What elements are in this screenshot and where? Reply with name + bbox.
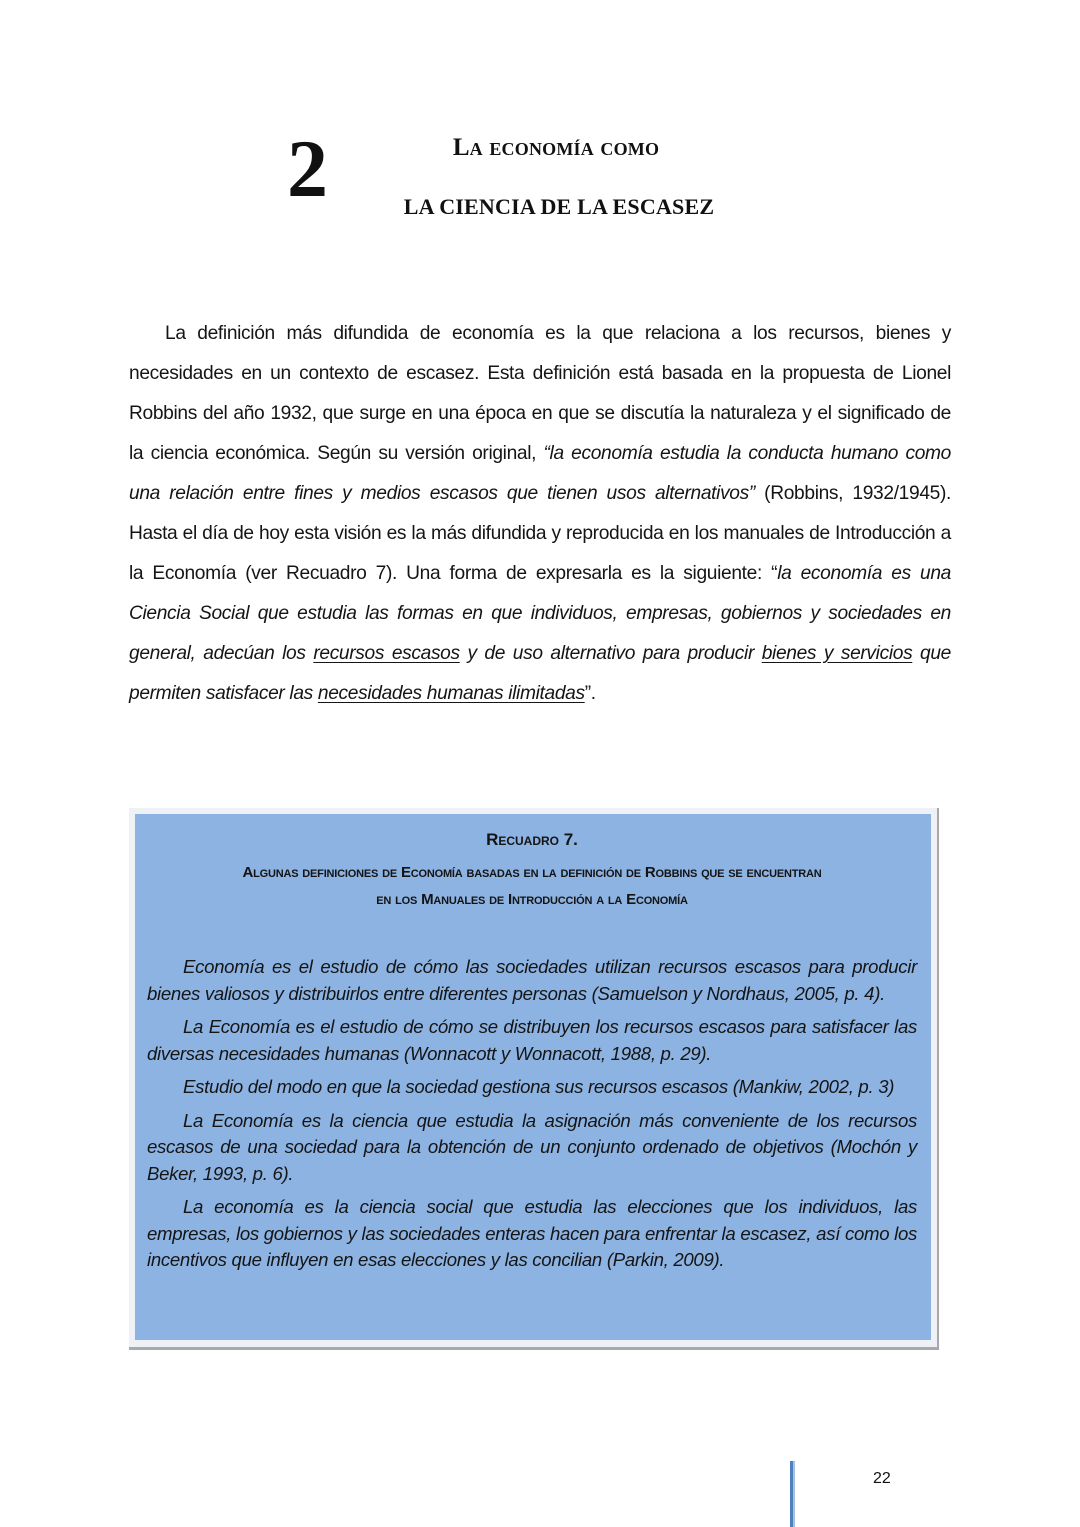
recuadro-title: Recuadro 7. bbox=[486, 830, 578, 849]
recuadro-quotes bbox=[147, 954, 917, 1274]
body-paragraph bbox=[129, 314, 951, 714]
chapter-title-line-1: La economía como bbox=[452, 134, 660, 161]
underlined-term-recursos-escasos: recursos escasos bbox=[313, 643, 460, 664]
recuadro-subtitle-line-1: Algunas definiciones de Economía basadas en la definición de Robbins que se encuentran bbox=[242, 864, 822, 881]
definition-quote-mochon: La Economía es la ciencia que estudia la asignación más conveniente de los recursos escasos de una sociedad para la obtención de un conjunto ordenado de objetivos (Mochón y Beker, 1993, p. 6). bbox=[147, 1109, 917, 1184]
body-text-run: ”. bbox=[584, 683, 596, 704]
recuadro-box bbox=[135, 814, 931, 1340]
definition-quote-parkin: La economía es la ciencia social que estudia las elecciones que los individuos, las empresas, los gobiernos y las sociedades enteras hacen para enfrentar la escasez, así como los incentivos que influyen en esas elecciones y las concilian (Parkin, 2009). bbox=[147, 1196, 917, 1270]
page-number: 22 bbox=[873, 1470, 891, 1487]
definition-quote-part: que permiten satisfacer las bbox=[129, 643, 951, 704]
footer-divider bbox=[790, 1461, 793, 1527]
body-text bbox=[129, 314, 951, 714]
definition-quote-part: la economía es una Ciencia Social que estudia las formas en que individuos, empresas, gobiernos y sociedades en general, adecúan los bbox=[129, 563, 951, 664]
robbins-quote: “la economía estudia la conducta humano como una relación entre fines y medios escasos que tienen usos alternativos” bbox=[129, 443, 951, 504]
chapter-title-line-2: LA CIENCIA DE LA ESCASEZ bbox=[403, 194, 715, 219]
definition-quote-part: y de uso alternativo para producir bbox=[459, 643, 762, 664]
underlined-term-necesidades: necesidades humanas ilimitadas bbox=[317, 683, 585, 704]
definition-quote-samuelson: Economía es el estudio de cómo las sociedades utilizan recursos escasos para producir bienes valiosos y distribuirlos entre diferentes personas (Samuelson y Nordhaus, 2005, p. 4). bbox=[147, 956, 917, 1004]
definition-quote-mankiw: Estudio del modo en que la sociedad gestiona sus recursos escasos (Mankiw, 2002, p. 3) bbox=[183, 1076, 895, 1097]
body-text-run: (Robbins, 1932/1945). Hasta el día de hoy esta visión es la más difundida y reproducida en los manuales de Introducción a la Economía (ver Recuadro 7). Una forma de expresarla es la siguiente: “ bbox=[129, 483, 951, 584]
definition-quote-wonnacott: La Economía es el estudio de cómo se distribuyen los recursos escasos para satisfacer las diversas necesidades humanas (Wonnacott y Wonnacott, 1988, p. 29). bbox=[147, 1016, 917, 1064]
body-text-run: La definición más difundida de economía es la que relaciona a los recursos, bienes y necesidades en un contexto de escasez. Esta definición está basada en la propuesta de Lionel Robbins del año 1932, que surge en una época en que se discutía la naturaleza y el significado de la ciencia económica. Según su versión original, bbox=[129, 323, 951, 464]
recuadro-heading bbox=[147, 828, 917, 910]
underlined-term-bienes-y-servicios: bienes y servicios bbox=[761, 643, 913, 664]
recuadro-subtitle-line-2: en los Manuales de Introducción a la Economía bbox=[376, 891, 688, 908]
chapter-number: 2 bbox=[287, 123, 328, 214]
definition-quote bbox=[129, 563, 951, 704]
